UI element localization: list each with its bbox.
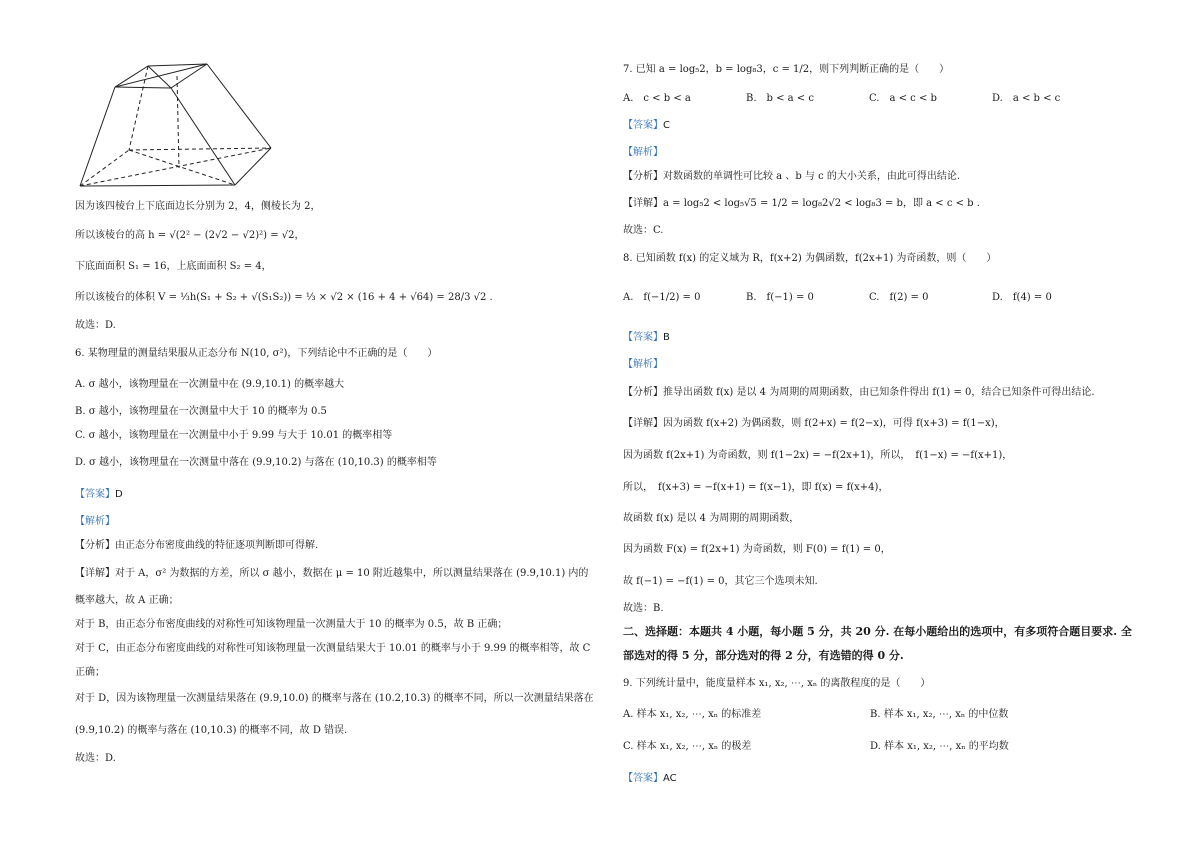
bottom-edge-front — [80, 185, 235, 186]
lateral-edge-right — [207, 64, 271, 148]
q8-option-c: C. f(2) = 0 — [869, 292, 929, 303]
text-line: 故选：D. — [75, 320, 116, 331]
text-line: 对于 C，由正态分布密度曲线的对称性可知该物理量一次测量结果大于 10.01 的概率与小于 9.99 的概率相等，故 C — [75, 643, 591, 654]
q9-option-a: A. 样本 x₁, x₂, ⋯, xₙ 的标准差 — [623, 709, 762, 720]
q7-option-c: C. a < c < b — [869, 93, 937, 104]
q8-option-a: A. f(−1/2) = 0 — [623, 292, 701, 303]
text-line: 故 f(−1) = −f(1) = 0，其它三个选项未知. — [623, 576, 818, 587]
option-c: C. σ 越小，该物理量在一次测量中小于 9.99 与大于 10.01 的概率相等 — [75, 430, 393, 441]
q9-option-c: C. 样本 x₁, x₂, ⋯, xₙ 的极差 — [623, 741, 752, 752]
analysis-tag: 【解析】 — [75, 516, 115, 527]
text-line: 【详解】因为函数 f(x+2) 为偶函数，则 f(2+x) = f(2−x)，可得 f(x+3) = f(1−x)， — [623, 418, 1005, 429]
text-line: 【分析】对数函数的单调性可比较 a 、b 与 c 的大小关系，由此可得出结论. — [623, 171, 961, 182]
option-b: B. σ 越小，该物理量在一次测量中大于 10 的概率为 0.5 — [75, 406, 327, 417]
question-9: 9. 下列统计量中，能度量样本 x₁, x₂, ⋯, xₙ 的离散程度的是（ ） — [623, 678, 931, 689]
text-line: 概率越大，故 A 正确； — [75, 595, 179, 606]
text-line: 所以该棱台的高 h = √(2² − (2√2 − √2)²) = √2， — [75, 230, 305, 241]
answer-label: 【答案】 — [623, 332, 663, 343]
text-line: 对于 D，因为该物理量一次测量结果落在 (9.9,10.0) 的概率与落在 (10.2,10.3) 的概率不同，所以一次测量结果落在 — [75, 693, 594, 704]
text-line: 【详解】对于 A，σ² 为数据的方差，所以 σ 越小，数据在 μ = 10 附近越集中，所以测量结果落在 (9.9,10.1) 内的 — [75, 568, 589, 579]
text-line: 因为函数 f(2x+1) 为奇函数，则 f(1−2x) = −f(2x+1)，所以， f(1−x) = −f(x+1)， — [623, 450, 1013, 461]
answer-value: B — [663, 332, 670, 343]
top-diagonal-2 — [115, 64, 207, 87]
text-line: 下底面面积 S₁ = 16，上底面面积 S₂ = 4， — [75, 261, 272, 272]
answer-value: AC — [663, 773, 677, 784]
lateral-edge-front — [171, 88, 235, 185]
text-line: (9.9,10.2) 的概率与落在 (10,10.3) 的概率不同，故 D 错误. — [75, 725, 348, 736]
frustum-figure — [75, 60, 275, 190]
question-7: 7. 已知 a = log₅2，b = log₈3，c = 1/2，则下列判断正确的是（ ） — [623, 64, 950, 75]
text-line: 对于 B，由正态分布密度曲线的对称性可知该物理量一次测量大于 10 的概率为 0.5，故 B 正确； — [75, 619, 508, 630]
section-heading-cont: 部选对的得 5 分，部分选对的得 2 分，有选错的得 0 分. — [623, 649, 904, 662]
q8-option-d: D. f(4) = 0 — [992, 292, 1052, 303]
text-line: 【分析】推导出函数 f(x) 是以 4 为周期的周期函数，由已知条件得出 f(1) = 0，结合已知条件可得出结论. — [623, 387, 1095, 398]
text-line: 因为函数 F(x) = f(2x+1) 为奇函数，则 F(0) = f(1) = 0， — [623, 544, 891, 555]
option-a: A. σ 越小，该物理量在一次测量中在 (9.9,10.1) 的概率越大 — [75, 379, 345, 390]
option-d: D. σ 越小，该物理量在一次测量中落在 (9.9,10.2) 与落在 (10,10.3) 的概率相等 — [75, 457, 437, 468]
bottom-diagonal-2 — [129, 150, 235, 185]
top-edge-right — [171, 64, 207, 88]
q8-answer-tag — [623, 331, 670, 345]
text-line: 所以， f(x+3) = −f(x+1) = f(x−1)，即 f(x) = f(x+4)， — [623, 482, 889, 493]
text-line: 故选：D. — [75, 753, 116, 764]
question-8: 8. 已知函数 f(x) 的定义域为 R，f(x+2) 为偶函数，f(2x+1) 为奇函数，则（ ） — [623, 253, 997, 264]
text-line: 故选：C. — [623, 225, 664, 236]
text-line: 【详解】a = log₅2 < log₅√5 = 1/2 = log₈2√2 < log₈3 = b，即 a < c < b . — [623, 198, 980, 209]
answer-value: C — [663, 120, 670, 131]
q9-option-b: B. 样本 x₁, x₂, ⋯, xₙ 的中位数 — [870, 709, 1009, 720]
q8-option-b: B. f(−1) = 0 — [746, 292, 814, 303]
text-line: 【分析】由正态分布密度曲线的特征逐项判断即可得解. — [75, 540, 319, 551]
answer-label: 【答案】 — [623, 773, 663, 784]
q7-option-b: B. b < a < c — [746, 93, 814, 104]
lateral-edge-left — [80, 87, 115, 186]
text-line: 因为该四棱台上下底面边长分别为 2，4，侧棱长为 2， — [75, 201, 321, 212]
top-edge-left — [115, 66, 148, 87]
q9-option-d: D. 样本 x₁, x₂, ⋯, xₙ 的平均数 — [870, 741, 1009, 752]
q7-option-d: D. a < b < c — [992, 93, 1061, 104]
bottom-edge-hidden-back — [129, 148, 271, 150]
answer-tag — [75, 488, 123, 502]
question-6: 6. 某物理量的测量结果服从正态分布 N(10, σ²)，下列结论中不正确的是（ ） — [75, 348, 438, 359]
text-line: 正确； — [75, 667, 105, 678]
answer-label: 【答案】 — [623, 120, 663, 131]
lateral-edge-hidden — [129, 66, 148, 150]
height-segment — [177, 76, 179, 168]
text-line: 故选：B. — [623, 603, 664, 614]
q7-analysis-tag: 【解析】 — [623, 147, 663, 158]
text-line: 所以该棱台的体积 V = ⅓h(S₁ + S₂ + √(S₁S₂)) = ⅓ × √2 × (16 + 4 + √64) = 28/3 √2 . — [75, 292, 493, 303]
q7-answer-tag — [623, 119, 670, 133]
top-diagonal-1 — [148, 66, 171, 88]
bottom-edge-hidden-left — [80, 150, 129, 186]
bottom-diagonal-1 — [80, 148, 271, 186]
answer-value: D — [115, 489, 123, 500]
text-line: 故函数 f(x) 是以 4 为周期的周期函数， — [623, 513, 800, 524]
answer-label: 【答案】 — [75, 489, 115, 500]
q9-answer-tag — [623, 772, 677, 786]
bottom-edge-right — [235, 148, 271, 185]
q7-option-a: A. c < b < a — [623, 93, 691, 104]
q8-analysis-tag: 【解析】 — [623, 359, 663, 370]
section-heading: 二、选择题：本题共 4 小题，每小题 5 分，共 20 分. 在每小题给出的选项中，有多项符合题目要求. 全 — [623, 625, 1132, 638]
